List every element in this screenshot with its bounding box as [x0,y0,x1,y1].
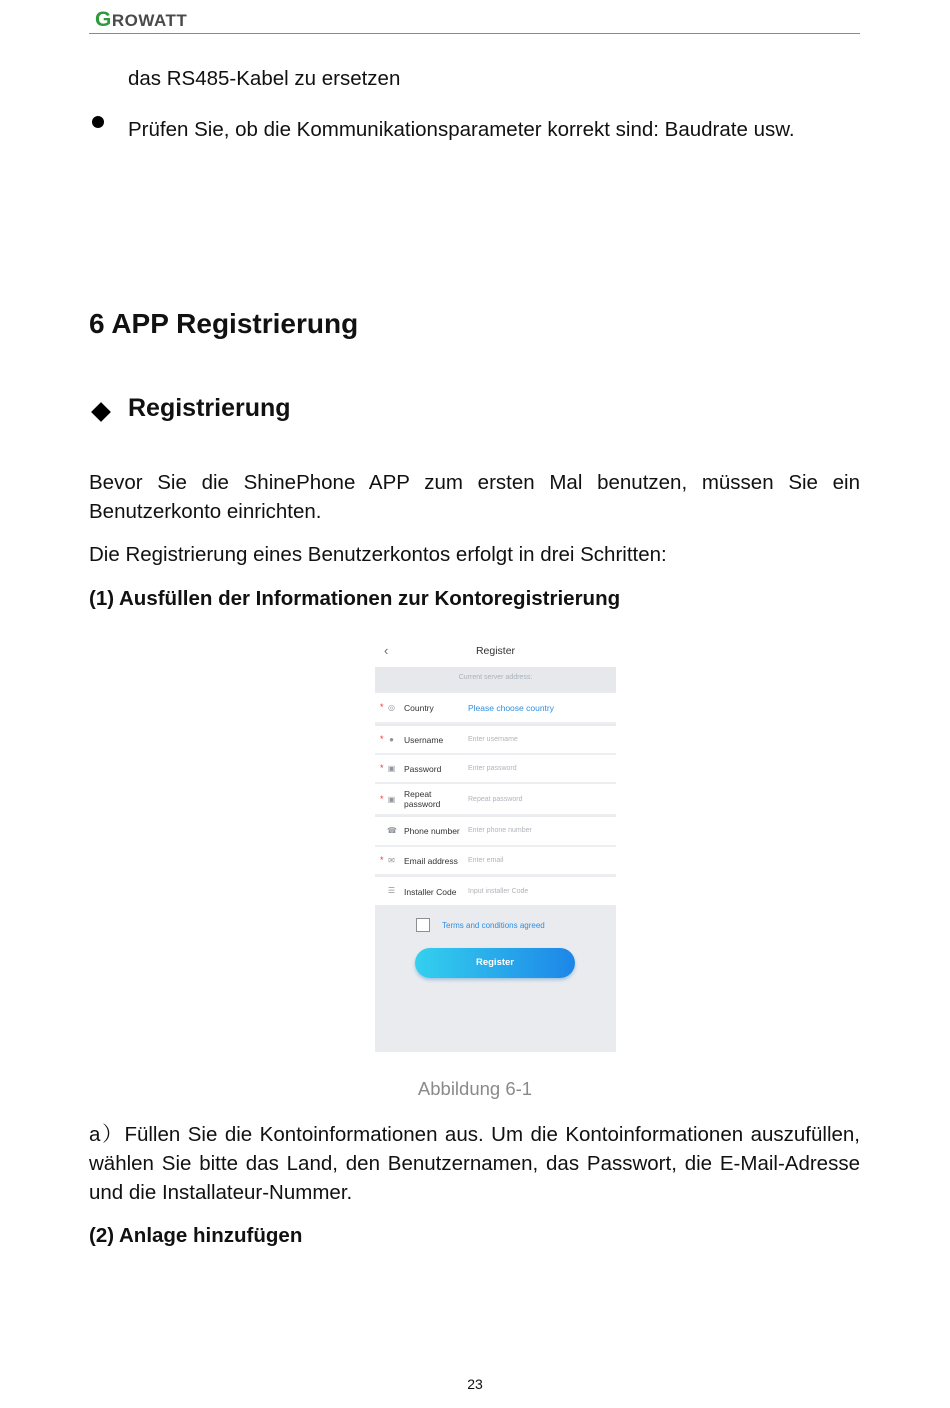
figure-caption: Abbildung 6-1 [417,1078,533,1099]
email-row[interactable] [375,847,616,876]
bullet-dot-icon [92,116,104,128]
intro-paragraph: Bevor Sie die ShinePhone APP zum ersten Mal benutzen, müssen Sie ein Benutzerkonto einrichten. [89,471,860,523]
mail-icon: ✉ [388,856,395,865]
terms-link[interactable]: Terms and conditions agreed [442,921,545,930]
register-button[interactable]: Register [415,948,575,978]
user-icon: ● [389,735,394,744]
installer-code-row[interactable] [375,877,616,905]
terms-checkbox[interactable] [416,918,430,932]
lock-icon: ▣ [387,795,396,804]
required-marker: * [380,794,384,804]
phone-number-input[interactable]: Enter phone number [468,827,532,834]
lock-icon: ▣ [387,764,396,773]
field-label: Password [404,764,442,774]
field-label: Phone number [404,826,460,836]
code-icon: ☰ [387,886,396,895]
globe-icon: ◎ [388,703,395,712]
logo-initial: G [95,8,112,31]
password-input[interactable]: Enter password [468,765,517,772]
page-number: 23 [467,1376,483,1392]
installer-code-input[interactable]: Input installer Code [468,888,529,895]
required-marker: * [380,855,384,865]
country-row[interactable] [375,693,616,724]
step2-heading: (2) Anlage hinzufügen [89,1224,303,1247]
subsection-heading: Registrierung [128,394,291,422]
phone-icon: ☎ [387,826,397,835]
server-address-label: Current server address: [458,674,533,681]
register-screen-figure [375,635,616,1052]
password-row[interactable] [375,755,616,784]
repeat-password-row[interactable] [375,784,616,816]
username-row[interactable] [375,726,616,755]
step1-heading: (1) Ausfüllen der Informationen zur Kontoregistrierung [89,587,621,610]
field-label: Repeat password [404,789,441,809]
country-select[interactable]: Please choose country [468,703,554,713]
username-input[interactable]: Enter username [468,736,518,743]
field-label: Installer Code [404,887,457,897]
header-divider [89,33,860,34]
logo-text: ROWATT [111,11,188,30]
field-label: Country [404,703,434,713]
required-marker: * [380,734,384,744]
required-marker: * [380,702,384,712]
bullet-item: Prüfen Sie, ob die Kommunikationsparameter korrekt sind: Baudrate usw. [128,118,795,141]
bullet-continuation: das RS485-Kabel zu ersetzen [128,67,401,90]
phone-number-row[interactable] [375,817,616,847]
back-chevron-icon[interactable]: ‹ [384,643,389,658]
diamond-bullet-icon [91,402,111,422]
required-marker: * [380,763,384,773]
section-heading: 6 APP Registrierung [89,308,359,339]
steps-intro: Die Registrierung eines Benutzerkontos erfolgt in drei Schritten: [89,543,667,566]
step1-description: a）Füllen Sie die Kontoinformationen aus. Um die Kontoinformationen auszufüllen, wählen Sie bitte das Land, den Benutzernamen, das Passwort, die E-Mail-Adresse und die Installateur-Nummer. [89,1123,860,1204]
growatt-logo [95,8,187,32]
email-input[interactable]: Enter email [468,857,504,864]
screen-title: Register [475,645,516,657]
field-label: Email address [404,856,458,866]
repeat-password-input[interactable]: Repeat password [468,796,523,803]
field-label: Username [404,735,444,745]
